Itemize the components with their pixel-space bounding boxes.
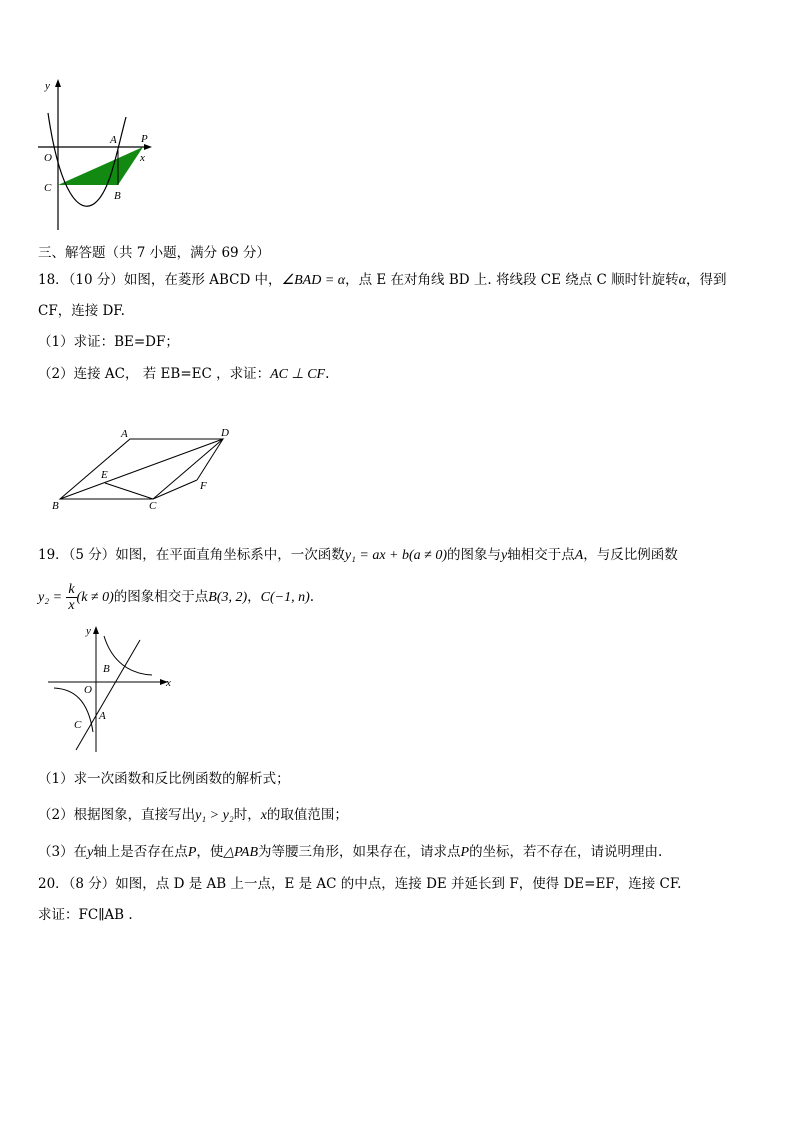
label-O: O xyxy=(84,684,92,696)
label-A: A xyxy=(121,428,128,440)
q19-math-B: B(3, 2) xyxy=(208,590,248,605)
label-F: F xyxy=(200,480,207,492)
q19-sub3 xyxy=(38,843,662,862)
label-B: B xyxy=(103,663,110,675)
q19-math-y1: y₁ = ax + b(a ≠ 0) xyxy=(344,548,448,563)
q20-line1: 20．（8 分）如图，点 D 是 AB 上一点，E 是 AC 的中点，连接 DE 并延长到 F，使得 DE=EF，连接 CF. xyxy=(38,876,682,892)
q19-sub2 xyxy=(38,806,348,825)
q19-sub3-d: 为等腰三角形，如果存在，请求点 xyxy=(258,844,461,860)
figure-q17-parabola xyxy=(30,75,160,235)
label-B: B xyxy=(114,190,121,202)
q18-sub2 xyxy=(38,365,329,384)
section-heading: 三、解答题（共 7 小题，满分 69 分） xyxy=(38,245,270,261)
q19-text-sep: ， xyxy=(247,589,261,605)
q19-sub3-P: P xyxy=(187,845,197,860)
q19-sub2-end: 的取值范围； xyxy=(266,807,348,823)
q19-sub3-e: 的坐标，若不存在，请说明理由. xyxy=(469,844,663,860)
label-B: B xyxy=(52,500,59,512)
q18-sub2-math: AC ⊥ CF xyxy=(270,367,326,382)
q19-sub2-mid: 时， xyxy=(233,807,261,823)
q19-math-cond: (k ≠ 0) xyxy=(76,590,114,605)
q18-text-c: ，得到 xyxy=(686,272,727,288)
label-y: y xyxy=(86,625,91,637)
q19-text-a: 19．（5 分）如图，在平面直角坐标系中，一次函数 xyxy=(38,547,345,563)
label-P: P xyxy=(141,133,148,145)
q19-sub3-y: y xyxy=(87,845,94,860)
label-D: D xyxy=(221,427,229,439)
q19-math-y2: y₂ = xyxy=(38,590,63,605)
label-x: x xyxy=(166,677,171,689)
label-C: C xyxy=(74,719,82,731)
label-A: A xyxy=(110,134,117,146)
q18-line1 xyxy=(38,271,727,290)
label-C: C xyxy=(44,182,52,194)
q19-fraction xyxy=(66,582,76,613)
q19-sub2-math: y₁ > y₂ xyxy=(195,808,234,823)
q19-sub1: （1）求一次函数和反比例函数的解析式； xyxy=(38,771,290,787)
diagonal-BD xyxy=(60,439,223,499)
fraction-numerator: k xyxy=(68,582,75,597)
label-y: y xyxy=(45,80,50,92)
q19-line2 xyxy=(38,580,314,615)
label-x: x xyxy=(140,152,145,164)
label-E: E xyxy=(101,469,108,481)
q19-text-b: 的图象与 xyxy=(447,547,502,563)
fraction-denominator: x xyxy=(68,598,75,613)
q19-text-c: 轴相交于点 xyxy=(507,547,575,563)
hyperbola-branch-1 xyxy=(104,636,152,675)
q19-sub2-text: （2）根据图象，直接写出 xyxy=(38,807,196,823)
q18-sub2-end: . xyxy=(325,366,330,382)
q19-sub3-P2: P xyxy=(460,845,470,860)
q18-math-angle: ∠BAD = α xyxy=(281,273,346,288)
q19-sub3-a: （3）在 xyxy=(38,844,88,860)
segment-CF xyxy=(153,480,197,499)
q19-sub3-b: 轴上是否存在点 xyxy=(93,844,188,860)
figure-q19-functions xyxy=(40,622,180,754)
green-triangle xyxy=(58,147,143,185)
q19-text-d: ，与反比例函数 xyxy=(583,547,678,563)
q19-math-C: C(−1, n) xyxy=(260,590,310,605)
figure-q18-rhombus xyxy=(45,425,245,515)
label-C: C xyxy=(149,500,157,512)
q19-math-y: y xyxy=(501,548,508,563)
q20-line2: 求证：FC∥AB . xyxy=(38,907,133,923)
label-A: A xyxy=(99,710,106,722)
q18-text-a: 18．（10 分）如图，在菱形 ABCD 中， xyxy=(38,272,282,288)
q19-sub3-c: ，使 xyxy=(196,844,224,860)
q19-text-end: . xyxy=(309,589,315,605)
q18-line2: CF，连接 DF. xyxy=(38,303,125,319)
q19-sub2-x: x xyxy=(260,808,267,823)
q18-math-alpha: α xyxy=(678,273,687,288)
q19-line1 xyxy=(38,546,678,565)
q19-text-e: 的图象相交于点 xyxy=(113,589,209,605)
q19-sub3-triangle: △PAB xyxy=(223,845,258,860)
q18-text-b: ，点 E 在对角线 BD 上. 将线段 CE 绕点 C 顺时针旋转 xyxy=(345,272,679,288)
segment-DF xyxy=(197,439,223,480)
q19-math-A: A xyxy=(574,548,584,563)
y-axis-arrow xyxy=(93,626,99,634)
q18-sub2-text: （2）连接 AC， 若 EB=EC ，求证： xyxy=(38,366,271,382)
label-O: O xyxy=(44,152,52,164)
segment-CE xyxy=(105,483,153,499)
y-axis-arrow xyxy=(55,79,61,87)
q18-sub1: （1）求证：BE=DF； xyxy=(38,334,179,350)
